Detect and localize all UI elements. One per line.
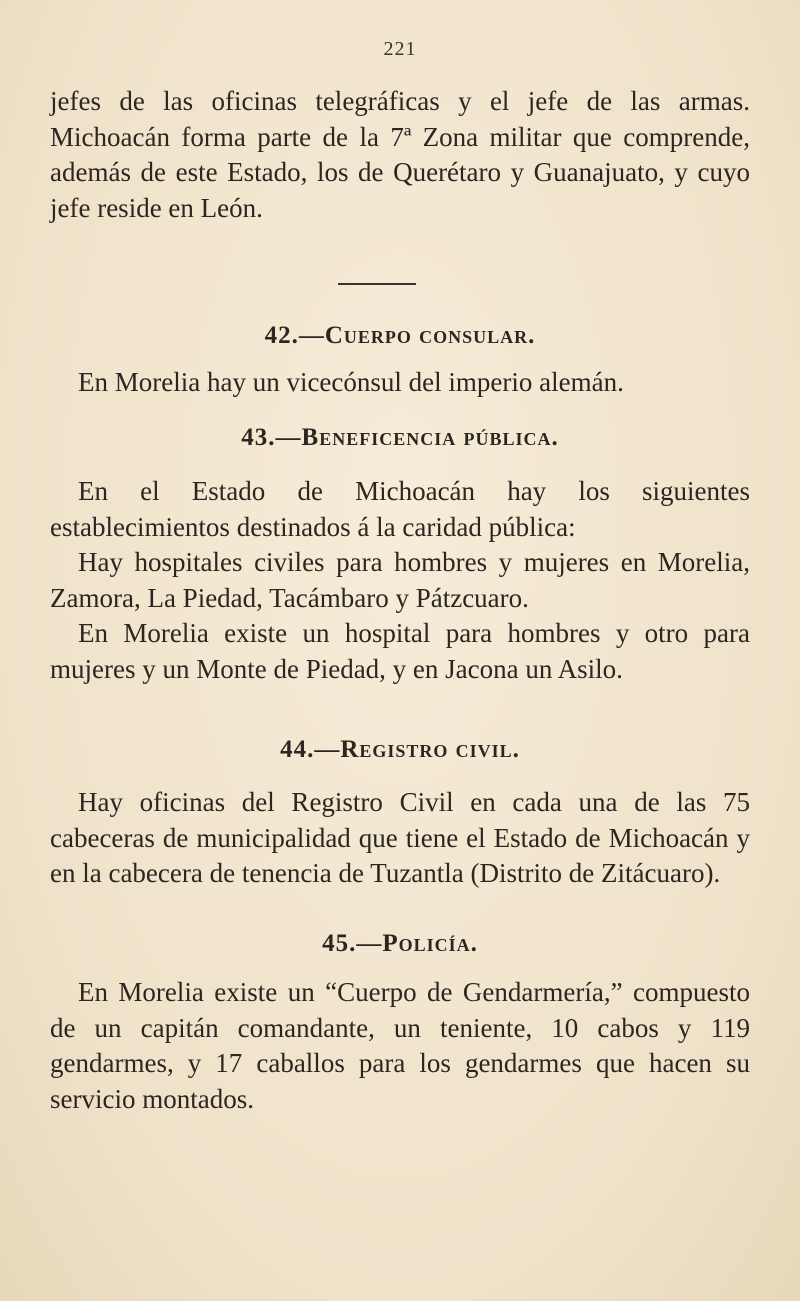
section-title-cuerpo-consular: 42.—Cuerpo consular.: [264, 322, 536, 349]
paragraph-policia: En Morelia existe un “Cuerpo de Gendarmería,” compuesto de un capitán comandante, un teniente, 10 cabos y 119 gendarmes, y 17 caballos para los gendarmes que hacen su servicio montados.: [50, 977, 750, 1114]
paragraph-registro-civil: Hay oficinas del Registro Civil en cada una de las 75 cabeceras de municipalidad que tiene el Estado de Michoacán y en la cabecera de tenencia de Tuzantla (Distrito de Zitácuaro).: [50, 787, 750, 888]
section-title-policia: 45.—Policía.: [322, 930, 478, 957]
paragraph-hospital-morelia: En Morelia existe un hospital para hombres y otro para mujeres y un Monte de Piedad, y en Jacona un Asilo.: [50, 618, 750, 684]
paragraph-beneficencia-intro: En el Estado de Michoacán hay los siguientes establecimientos destinados á la caridad pública:: [50, 476, 750, 542]
paragraph-hospitales-civiles: Hay hospitales civiles para hombres y mujeres en Morelia, Zamora, La Piedad, Tacámbaro y Pátzcuaro.: [50, 547, 750, 613]
section-title-beneficencia-publica: 43.—Beneficencia pública.: [241, 424, 559, 451]
section-title-registro-civil: 44.—Registro civil.: [280, 736, 520, 763]
section-divider: [338, 283, 416, 285]
intro-paragraph: jefes de las oficinas telegráficas y el jefe de las armas. Michoacán forma parte de la 7ª Zona militar que comprende, además de este Estado, los de Querétaro y Guanajuato, y cuyo jefe reside en León.: [50, 86, 750, 223]
paragraph-cuerpo-consular: En Morelia hay un vicecónsul del imperio alemán.: [78, 367, 624, 397]
page-number: 221: [383, 38, 417, 60]
